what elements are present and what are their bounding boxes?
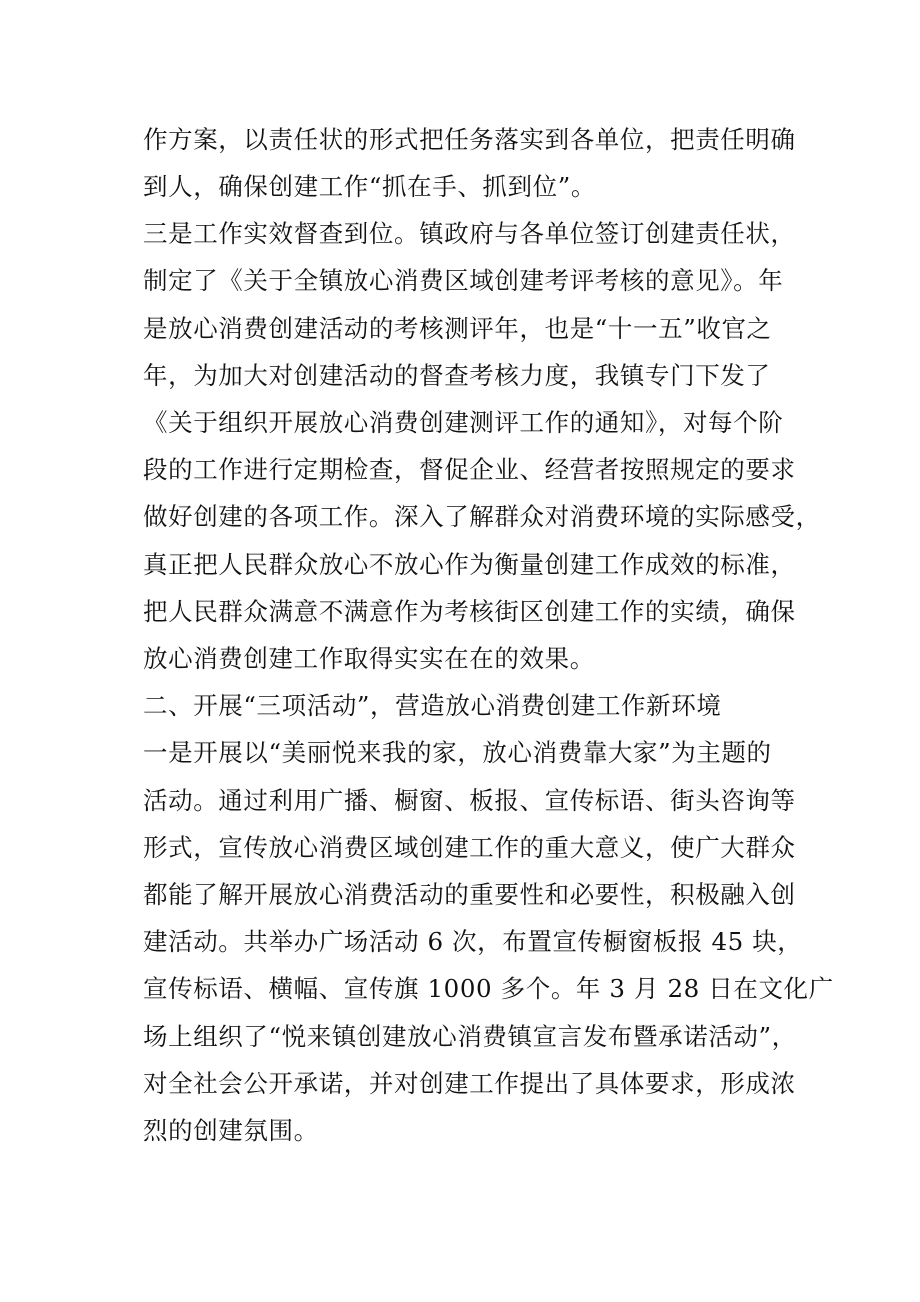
text-line: 《关于组织开展放心消费创建测评工作的通知》，对每个阶 [143, 408, 784, 437]
text-line: 烈的创建氛围。 [143, 1116, 319, 1145]
text-line: 场上组织了“悦来镇创建放心消费镇宣言发布暨承诺活动”， [143, 1022, 797, 1051]
text-line: 做好创建的各项工作。深入了解群众对消费环境的实际感受， [143, 502, 821, 531]
text-line: 到人，确保创建工作“抓在手、抓到位”。 [143, 172, 596, 201]
text-line: 制定了《关于全镇放心消费区域创建考评考核的意见》。年 [143, 266, 784, 295]
text-line: 对全社会公开承诺，并对创建工作提出了具体要求，形成浓 [143, 1069, 796, 1098]
text-line: 三是工作实效督查到位。镇政府与各单位签订创建责任状， [143, 219, 796, 248]
text-line: 作方案，以责任状的形式把任务落实到各单位，把责任明确 [143, 125, 796, 154]
text-line: 真正把人民群众放心不放心作为衡量创建工作成效的标准， [143, 550, 796, 579]
text-line: 都能了解开展放心消费活动的重要性和必要性，积极融入创 [143, 880, 796, 909]
text-line: 活动。通过利用广播、橱窗、板报、宣传标语、街头咨询等 [143, 786, 796, 815]
text-line: 形式，宣传放心消费区域创建工作的重大意义，使广大群众 [143, 833, 796, 862]
text-line: 宣传标语、横幅、宣传旗 1000 多个。年 3 月 28 日在文化广 [143, 974, 834, 1003]
text-line: 把人民群众满意不满意作为考核街区创建工作的实绩，确保 [143, 597, 796, 626]
text-line: 段的工作进行定期检查，督促企业、经营者按照规定的要求 [143, 455, 796, 484]
text-line: 是放心消费创建活动的考核测评年，也是“十一五”收官之 [143, 314, 772, 343]
text-line: 年，为加大对创建活动的督查考核力度，我镇专门下发了 [143, 361, 771, 390]
text-line: 放心消费创建工作取得实实在在的效果。 [143, 644, 595, 673]
text-line: 一是开展以“美丽悦来我的家，放心消费靠大家”为主题的 [143, 738, 772, 767]
text-line: 建活动。共举办广场活动 6 次，布置宣传橱窗板报 45 块， [143, 927, 803, 956]
section-heading: 二、开展“三项活动”，营造放心消费创建工作新环境 [143, 691, 722, 720]
